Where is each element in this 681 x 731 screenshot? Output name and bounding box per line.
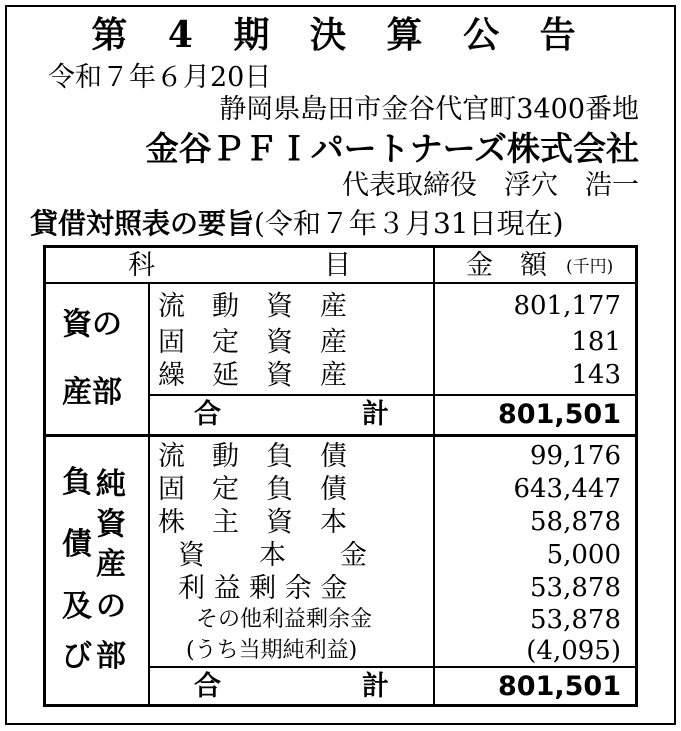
liability-item-amount: 99,176: [530, 441, 621, 471]
liability-item-amount: 5,000: [546, 540, 621, 570]
assets-label-line2: 産部: [62, 375, 122, 410]
liability-item-name: 利 益 剰 余 金: [178, 573, 348, 604]
notice-title: 第 4 期 決 算 公 告: [91, 14, 590, 56]
assets-total-label-left: 合: [194, 399, 221, 430]
liabilities-label-col2-1: 資: [96, 507, 126, 542]
liabilities-label-col1-2: 及: [62, 589, 92, 624]
company-address: 静岡県島田市金谷代官町3400番地: [219, 94, 639, 125]
company-name: 金谷ＰＦＩパートナーズ株式会社: [145, 129, 639, 168]
balance-sheet-table: [43, 245, 638, 707]
assets-total-label-right: 計: [362, 399, 389, 430]
asset-item-name: 繰 延 資 産: [158, 360, 347, 391]
assets-label-line1: 資の: [62, 307, 122, 342]
liabilities-label-col2-0: 純: [96, 467, 126, 502]
liability-item-amount: 53,878: [530, 573, 621, 603]
liability-item-amount: 58,878: [530, 507, 621, 537]
liabilities-total-label-right: 計: [362, 671, 389, 702]
representative: 代表取締役 浮穴 浩一: [342, 170, 639, 201]
header-amount: 金 額: [466, 250, 547, 281]
header-unit: (千円): [566, 257, 614, 277]
divider-vertical-label: [148, 282, 150, 707]
assets-total-amount: 801,501: [498, 399, 621, 430]
liabilities-label-col2-3: の: [96, 589, 126, 624]
notice-date: 令和７年６月20日: [48, 62, 272, 93]
asset-item-amount: 181: [571, 327, 621, 357]
asset-item-amount: 801,177: [513, 291, 621, 321]
liability-item-name: 資 本 金: [178, 540, 367, 571]
liabilities-label-col1-0: 負: [62, 465, 92, 500]
asset-item-name: 流 動 資 産: [158, 291, 347, 322]
header-subject-right: 目: [324, 250, 351, 281]
liabilities-label-col2-4: 部: [96, 639, 126, 674]
liability-item-name: 固 定 負 債: [158, 474, 347, 505]
divider-assets-total: [148, 394, 635, 396]
liabilities-total-amount: 801,501: [498, 671, 621, 702]
liability-item-amount: 53,878: [530, 605, 621, 635]
liability-item-name: (うち当期純利益): [186, 638, 358, 663]
divider-section: [46, 434, 635, 437]
liabilities-label-col1-1: 債: [62, 527, 92, 562]
asset-item-name: 固 定 資 産: [158, 327, 347, 358]
asset-item-amount: 143: [571, 360, 621, 390]
liability-item-name: 株 主 資 本: [158, 507, 347, 538]
liabilities-label-col2-2: 産: [96, 547, 126, 582]
divider-header: [46, 282, 635, 284]
liabilities-label-col1-3: び: [62, 639, 92, 674]
balance-sheet-heading: [30, 207, 564, 240]
liability-item-amount: (4,095): [526, 636, 621, 666]
balance-sheet-date: (令和７年３月31日現在): [254, 207, 564, 240]
liabilities-total-label-left: 合: [194, 671, 221, 702]
header-subject-left: 科: [128, 250, 155, 281]
liability-item-amount: 643,447: [513, 474, 621, 504]
balance-sheet-title: 貸借対照表の要旨: [30, 207, 255, 240]
liability-item-name: 流 動 負 債: [158, 441, 347, 472]
liability-item-name: その他利益剰余金: [196, 607, 373, 632]
divider-liabilities-total: [148, 666, 635, 668]
divider-vertical-amount: [433, 248, 435, 707]
